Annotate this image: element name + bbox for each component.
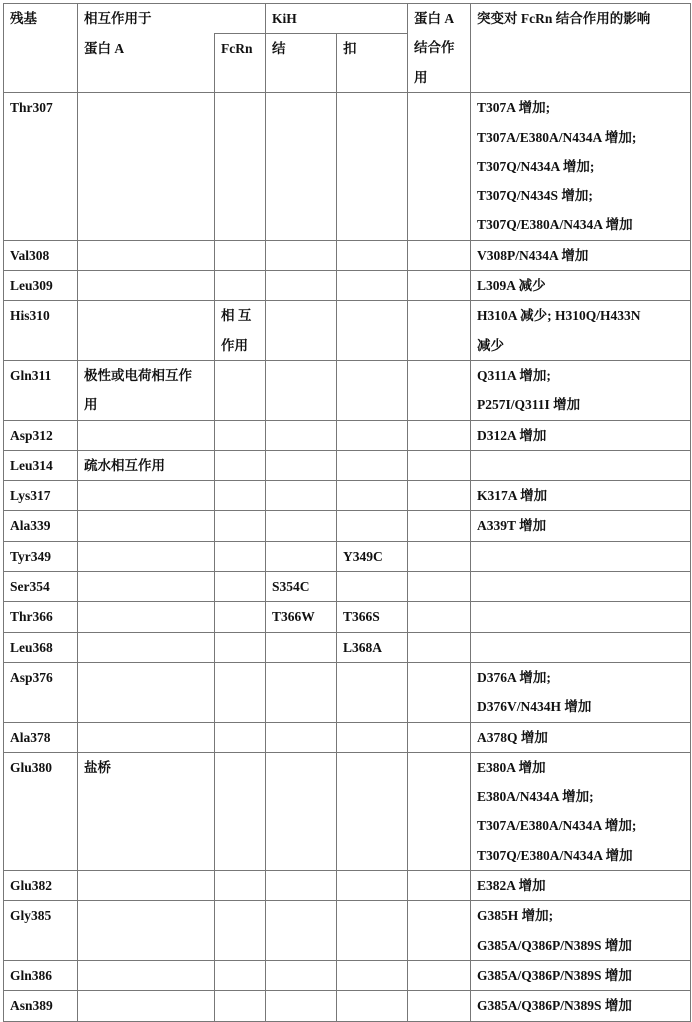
- cell-line: P257I/Q311I 增加: [477, 390, 684, 419]
- cell-pa-binding: [408, 481, 471, 511]
- cell-line: E382A 增加: [477, 871, 684, 900]
- residue-table: [3, 3, 691, 1022]
- cell-line: L368A: [343, 633, 401, 662]
- cell-knob: [266, 602, 337, 632]
- cell-hole: [337, 871, 408, 901]
- cell-effect: [471, 722, 691, 752]
- cell-protein-a: [78, 871, 215, 901]
- cell-pa-binding: [408, 450, 471, 480]
- cell-line: 极性或电荷相互作: [84, 361, 208, 390]
- table-row: [4, 240, 691, 270]
- cell-fcrn: [215, 752, 266, 870]
- header-line: 结合作: [414, 33, 464, 62]
- cell-knob: [266, 541, 337, 571]
- cell-effect: [471, 511, 691, 541]
- cell-pa-binding: [408, 991, 471, 1021]
- header-effect: 突变对 FcRn 结合作用的影响: [471, 4, 691, 93]
- cell-residue: Ala339: [4, 511, 78, 541]
- cell-pa-binding: [408, 420, 471, 450]
- cell-protein-a: [78, 360, 215, 420]
- cell-line: Y349C: [343, 542, 401, 571]
- cell-fcrn: [215, 420, 266, 450]
- cell-knob: [266, 450, 337, 480]
- cell-pa-binding: [408, 901, 471, 961]
- cell-effect: [471, 450, 691, 480]
- cell-residue: Asp376: [4, 662, 78, 722]
- cell-knob: [266, 662, 337, 722]
- cell-effect: [471, 871, 691, 901]
- cell-protein-a: [78, 511, 215, 541]
- cell-knob: [266, 481, 337, 511]
- cell-pa-binding: [408, 93, 471, 240]
- cell-protein-a: [78, 572, 215, 602]
- cell-pa-binding: [408, 572, 471, 602]
- cell-pa-binding: [408, 271, 471, 301]
- cell-pa-binding: [408, 722, 471, 752]
- cell-line: T307Q/E380A/N434A 增加: [477, 210, 684, 239]
- cell-residue: Thr366: [4, 602, 78, 632]
- cell-effect: [471, 240, 691, 270]
- cell-knob: [266, 960, 337, 990]
- cell-knob: [266, 360, 337, 420]
- cell-line: 作用: [221, 331, 259, 360]
- table-row: [4, 752, 691, 870]
- cell-pa-binding: [408, 360, 471, 420]
- cell-line: G385H 增加;: [477, 901, 684, 930]
- cell-fcrn: [215, 93, 266, 240]
- table-row: [4, 541, 691, 571]
- cell-pa-binding: [408, 960, 471, 990]
- cell-fcrn: [215, 271, 266, 301]
- cell-knob: [266, 871, 337, 901]
- cell-protein-a: [78, 901, 215, 961]
- cell-pa-binding: [408, 240, 471, 270]
- cell-effect: [471, 632, 691, 662]
- cell-line: T307A/E380A/N434A 增加;: [477, 123, 684, 152]
- cell-knob: [266, 572, 337, 602]
- cell-protein-a: [78, 602, 215, 632]
- cell-line: E380A 增加: [477, 753, 684, 782]
- table-row: [4, 572, 691, 602]
- cell-protein-a: [78, 450, 215, 480]
- cell-protein-a: [78, 481, 215, 511]
- cell-residue: Ser354: [4, 572, 78, 602]
- cell-residue: Glu382: [4, 871, 78, 901]
- cell-pa-binding: [408, 662, 471, 722]
- cell-hole: [337, 301, 408, 361]
- cell-knob: [266, 991, 337, 1021]
- cell-knob: [266, 93, 337, 240]
- cell-line: D376V/N434H 增加: [477, 692, 684, 721]
- cell-knob: [266, 511, 337, 541]
- cell-knob: [266, 632, 337, 662]
- cell-residue: Leu309: [4, 271, 78, 301]
- header-line: 蛋白 A: [414, 4, 464, 33]
- cell-effect: [471, 271, 691, 301]
- cell-hole: [337, 240, 408, 270]
- cell-hole: [337, 722, 408, 752]
- cell-residue: Gln386: [4, 960, 78, 990]
- cell-hole: [337, 420, 408, 450]
- cell-effect: [471, 662, 691, 722]
- cell-residue: Asp312: [4, 420, 78, 450]
- cell-protein-a: [78, 662, 215, 722]
- cell-knob: [266, 271, 337, 301]
- table-row: [4, 632, 691, 662]
- cell-fcrn: [215, 632, 266, 662]
- cell-effect: [471, 752, 691, 870]
- table-row: [4, 602, 691, 632]
- cell-protein-a: [78, 93, 215, 240]
- cell-protein-a: [78, 271, 215, 301]
- cell-hole: [337, 481, 408, 511]
- cell-knob: [266, 901, 337, 961]
- cell-protein-a: [78, 752, 215, 870]
- header-interacts-with: 相互作用于: [78, 4, 266, 34]
- table-row: [4, 420, 691, 450]
- cell-fcrn: [215, 662, 266, 722]
- cell-hole: [337, 511, 408, 541]
- cell-protein-a: [78, 632, 215, 662]
- cell-hole: [337, 662, 408, 722]
- header-knob: 结: [266, 34, 337, 93]
- header-protein-a: 蛋白 A: [78, 34, 215, 93]
- cell-residue: Val308: [4, 240, 78, 270]
- cell-fcrn: [215, 301, 266, 361]
- cell-pa-binding: [408, 632, 471, 662]
- cell-fcrn: [215, 960, 266, 990]
- cell-residue: Lys317: [4, 481, 78, 511]
- cell-line: Q311A 增加;: [477, 361, 684, 390]
- table-row: [4, 481, 691, 511]
- cell-protein-a: [78, 991, 215, 1021]
- cell-hole: [337, 991, 408, 1021]
- header-line: 用: [414, 63, 464, 92]
- cell-effect: [471, 960, 691, 990]
- cell-knob: [266, 240, 337, 270]
- cell-line: G385A/Q386P/N389S 增加: [477, 961, 684, 990]
- cell-line: 盐桥: [84, 753, 208, 782]
- cell-hole: [337, 271, 408, 301]
- cell-line: L309A 减少: [477, 271, 684, 300]
- table-row: [4, 93, 691, 240]
- cell-pa-binding: [408, 511, 471, 541]
- cell-line: T307Q/E380A/N434A 增加: [477, 841, 684, 870]
- cell-line: T366W: [272, 602, 330, 631]
- cell-effect: [471, 481, 691, 511]
- cell-residue: Asn389: [4, 991, 78, 1021]
- cell-pa-binding: [408, 541, 471, 571]
- cell-effect: [471, 360, 691, 420]
- cell-protein-a: [78, 240, 215, 270]
- cell-effect: [471, 93, 691, 240]
- cell-fcrn: [215, 240, 266, 270]
- cell-pa-binding: [408, 752, 471, 870]
- cell-effect: [471, 602, 691, 632]
- cell-line: T307Q/N434S 增加;: [477, 181, 684, 210]
- cell-line: E380A/N434A 增加;: [477, 782, 684, 811]
- cell-residue: Tyr349: [4, 541, 78, 571]
- cell-hole: [337, 960, 408, 990]
- header-kih: KiH: [266, 4, 408, 34]
- cell-residue: His310: [4, 301, 78, 361]
- cell-line: A339T 增加: [477, 511, 684, 540]
- cell-line: S354C: [272, 572, 330, 601]
- table-row: [4, 450, 691, 480]
- cell-line: 用: [84, 390, 208, 419]
- cell-hole: [337, 632, 408, 662]
- table-row: [4, 662, 691, 722]
- cell-residue: Gly385: [4, 901, 78, 961]
- cell-hole: [337, 572, 408, 602]
- cell-hole: [337, 752, 408, 870]
- cell-effect: [471, 541, 691, 571]
- cell-effect: [471, 901, 691, 961]
- cell-effect: [471, 301, 691, 361]
- cell-fcrn: [215, 360, 266, 420]
- cell-residue: Glu380: [4, 752, 78, 870]
- cell-knob: [266, 301, 337, 361]
- cell-hole: [337, 360, 408, 420]
- table-row: [4, 301, 691, 361]
- cell-fcrn: [215, 901, 266, 961]
- cell-residue: Thr307: [4, 93, 78, 240]
- header-fcrn: FcRn: [215, 34, 266, 93]
- cell-pa-binding: [408, 301, 471, 361]
- cell-hole: [337, 450, 408, 480]
- cell-line: V308P/N434A 增加: [477, 241, 684, 270]
- cell-line: K317A 增加: [477, 481, 684, 510]
- table-row: [4, 901, 691, 961]
- cell-fcrn: [215, 450, 266, 480]
- cell-line: G385A/Q386P/N389S 增加: [477, 991, 684, 1020]
- table-row: [4, 360, 691, 420]
- table-row: [4, 722, 691, 752]
- cell-line: 相 互: [221, 301, 259, 330]
- cell-line: D376A 增加;: [477, 663, 684, 692]
- table-row: [4, 991, 691, 1021]
- cell-residue: Leu368: [4, 632, 78, 662]
- cell-pa-binding: [408, 871, 471, 901]
- cell-effect: [471, 420, 691, 450]
- cell-hole: [337, 901, 408, 961]
- table-row: [4, 960, 691, 990]
- cell-protein-a: [78, 541, 215, 571]
- header-protein-a-binding: [408, 4, 471, 93]
- cell-fcrn: [215, 991, 266, 1021]
- cell-hole: [337, 541, 408, 571]
- cell-line: G385A/Q386P/N389S 增加: [477, 931, 684, 960]
- cell-protein-a: [78, 420, 215, 450]
- table-row: [4, 871, 691, 901]
- cell-effect: [471, 991, 691, 1021]
- cell-residue: Ala378: [4, 722, 78, 752]
- cell-line: T307A 增加;: [477, 93, 684, 122]
- cell-fcrn: [215, 572, 266, 602]
- header-hole: 扣: [337, 34, 408, 93]
- cell-protein-a: [78, 960, 215, 990]
- cell-line: 减少: [477, 331, 684, 360]
- cell-line: A378Q 增加: [477, 723, 684, 752]
- cell-fcrn: [215, 481, 266, 511]
- cell-effect: [471, 572, 691, 602]
- cell-line: D312A 增加: [477, 421, 684, 450]
- cell-fcrn: [215, 602, 266, 632]
- cell-line: T307Q/N434A 增加;: [477, 152, 684, 181]
- cell-line: H310A 减少; H310Q/H433N: [477, 301, 684, 330]
- header-residue: 残基: [4, 4, 78, 93]
- cell-knob: [266, 420, 337, 450]
- cell-line: 疏水相互作用: [84, 451, 208, 480]
- cell-fcrn: [215, 511, 266, 541]
- cell-residue: Leu314: [4, 450, 78, 480]
- cell-fcrn: [215, 722, 266, 752]
- cell-knob: [266, 752, 337, 870]
- cell-protein-a: [78, 301, 215, 361]
- cell-hole: [337, 93, 408, 240]
- cell-fcrn: [215, 541, 266, 571]
- table-row: [4, 511, 691, 541]
- cell-fcrn: [215, 871, 266, 901]
- cell-hole: [337, 602, 408, 632]
- cell-knob: [266, 722, 337, 752]
- cell-line: T366S: [343, 602, 401, 631]
- cell-line: T307A/E380A/N434A 增加;: [477, 811, 684, 840]
- cell-residue: Gln311: [4, 360, 78, 420]
- cell-pa-binding: [408, 602, 471, 632]
- table-row: [4, 271, 691, 301]
- cell-protein-a: [78, 722, 215, 752]
